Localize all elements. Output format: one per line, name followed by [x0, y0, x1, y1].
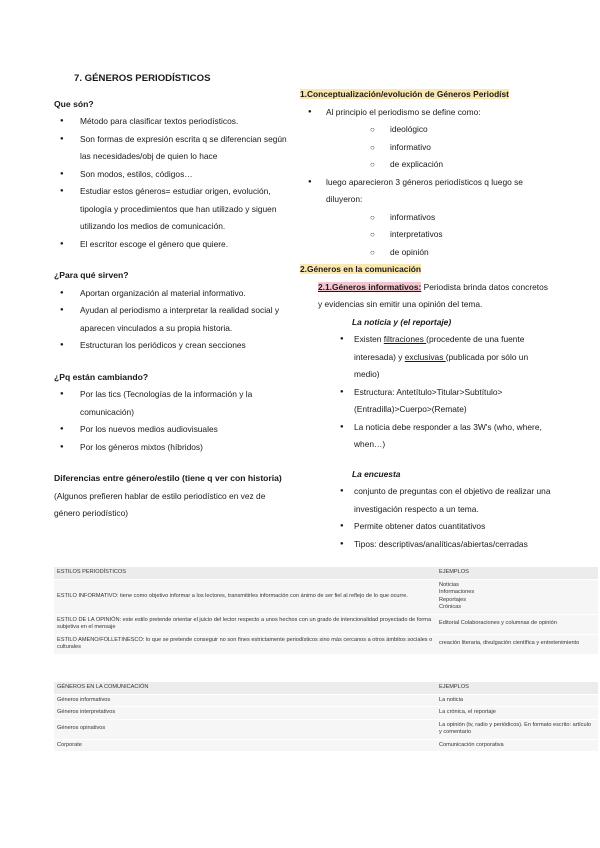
diferencias-text: (Algunos prefieren hablar de estilo periodístico en vez de género periodístico) [54, 490, 266, 518]
list-item: ● Ayudan al periodismo a interpretar la realidad social y aparecen vinculados a su propia historia. [54, 302, 290, 337]
table-row [54, 579, 598, 614]
list-item: ● luego aparecieron 3 géneros periodísticos q luego se diluyeron: [300, 174, 552, 209]
list-item: ● Estructura: Antetítulo>Titular>Subtítulo>(Entradilla)>Cuerpo>(Remate) [300, 384, 552, 419]
heading-para-que: ¿Para qué sirven? [54, 270, 129, 280]
table-cell: Géneros interpretativos [54, 707, 436, 720]
list-item: ● Al principio el periodismo se define como: [300, 104, 552, 122]
list-item: ● Aportan organización al material informativo. [54, 285, 290, 303]
table-cell: Géneros opinativos [54, 719, 436, 739]
list-item: ○ informativo [300, 139, 552, 157]
table-header-cell: ESTILOS PERIODÍSTICOS [54, 567, 436, 579]
table-header-cell: EJEMPLOS [436, 682, 598, 694]
list-item: ○ de opinión [300, 244, 552, 262]
generos-informativos-text: Periodista brinda datos concretos y evidencias sin emitir una opinión del tema. [318, 281, 548, 309]
table-cell [436, 579, 598, 614]
text-run: (publicada por sólo un medio) [354, 351, 529, 379]
generos-informativos-paragraph [300, 279, 552, 314]
heading-cambiando: ¿Pq están cambiando? [54, 371, 149, 382]
table-cell-line: Crónicas [439, 604, 462, 610]
heading-conceptualizacion: 1.Conceptualización/evolución de Géneros Periodíst [300, 89, 509, 99]
heading-generos-comunicacion: 2.Géneros en la comunicación [300, 264, 422, 274]
table-cell: Corporate [54, 739, 436, 751]
list-item: ● El escritor escoge el género que quiere. [54, 236, 290, 254]
right-column [300, 86, 552, 553]
list-que-son [54, 113, 290, 253]
table-row [54, 634, 598, 654]
table-cell: ESTILO DE LA OPINIÓN: este estilo pretende orientar el juicio del lector respecto a unos hechos con un grado de intencionalidad proyectado de forma subjetiva en el mensaje [54, 614, 436, 634]
heading-diferencias: Diferencias entre género/estilo (tiene q ver con historia) [54, 473, 282, 483]
table-generos [54, 682, 598, 751]
list-item: ● La noticia debe responder a las 3W's (who, where, when…) [300, 419, 552, 454]
list-item: ● Estructuran los periódicos y crean secciones [54, 337, 290, 355]
table-cell: Comunicación corporativa [436, 739, 598, 751]
table-row [54, 739, 598, 751]
table-header-cell: GÉNEROS EN LA COMUNICACIÓN [54, 682, 436, 694]
heading-encuesta: La encuesta [352, 468, 401, 479]
list-cambiando [54, 386, 290, 456]
list-item: ● conjunto de preguntas con el objetivo de realizar una investigación respecto a un tema. [300, 483, 552, 518]
table-estilos [54, 567, 598, 654]
list-item: ● Permite obtener datos cuantitativos [300, 518, 552, 536]
text-run-underlined: exclusivas [404, 351, 446, 362]
table-header-row [54, 682, 598, 694]
table-cell: ESTILO INFORMATIVO: tiene como objetivo informar a los lectores, transmitirles información con ánimo de ser fiel al reflejo de lo que ocurre. [54, 579, 436, 614]
text-run-underlined: filtraciones [383, 334, 427, 344]
table-cell-line: Reportajes [439, 596, 467, 603]
list-item: ● Por los géneros mixtos (híbridos) [54, 439, 290, 457]
list-item: ○ interpretativos [300, 226, 552, 244]
table-row [54, 707, 598, 720]
table-cell: La opinión (tv, radio y periódicos). En formato escrito: artículo y comentario [436, 719, 598, 739]
table-header-row [54, 567, 598, 579]
list-inicio [300, 121, 552, 174]
table-row [54, 614, 598, 634]
list-item: ○ de explicación [300, 156, 552, 174]
table-row [54, 719, 598, 739]
page-title: 7. GÉNEROS PERIODÍSTICOS [74, 73, 211, 84]
list-item: ● Son modos, estilos, códigos… [54, 166, 290, 184]
list-item: ● Por los nuevos medios audiovisuales [54, 421, 290, 439]
list-item: ○ informativos [300, 209, 552, 227]
table-cell: Géneros informativos [54, 694, 436, 707]
subheading-generos-informativos: 2.1.Géneros informativos: [318, 281, 422, 292]
heading-noticia: La noticia y (el reportaje) [352, 316, 452, 327]
left-column [54, 70, 290, 523]
table-cell: La noticia [436, 694, 598, 707]
text-run: (procedente de una fuente interesada) y [354, 334, 525, 362]
list-generos [300, 209, 552, 262]
heading-que-son: Que són? [54, 98, 94, 109]
list-item: ● Son formas de expresión escrita q se diferencian según las necesidades/obj de quien lo hace [54, 131, 290, 166]
table-cell: Editorial Colaboraciones y columnas de opinión [436, 614, 598, 634]
table-cell-line: Informaciones [439, 589, 475, 595]
list-item: ○ ideológico [300, 121, 552, 139]
table-cell: creación literaria, divulgación científica y entretenimiento [436, 634, 598, 654]
table-cell-line: Noticias [439, 581, 459, 588]
table-row [54, 694, 598, 707]
list-item: ● Tipos: descriptivas/analíticas/abiertas/cerradas [300, 536, 552, 554]
list-para-que [54, 285, 290, 355]
list-item: ● Estudiar estos géneros= estudiar origen, evolución, tipología y procedimientos que han utilizado y siguen utilizando los medios de comunicación. [54, 183, 290, 236]
list-item: ● Método para clasificar textos periodísticos. [54, 113, 290, 131]
table-header-cell: EJEMPLOS [436, 567, 598, 579]
list-item [300, 331, 552, 384]
list-item: ● Por las tics (Tecnologías de la información y la comunicación) [54, 386, 290, 421]
table-cell: La crónica, el reportaje [436, 707, 598, 720]
table-cell: ESTILO AMENO/FOLLETINESCO: lo que se pretende conseguir no son fines estrictamente periodísticos sino más cercanos a otros ámbitos sociales o culturales [54, 634, 436, 654]
text-run: Existen [354, 334, 384, 344]
